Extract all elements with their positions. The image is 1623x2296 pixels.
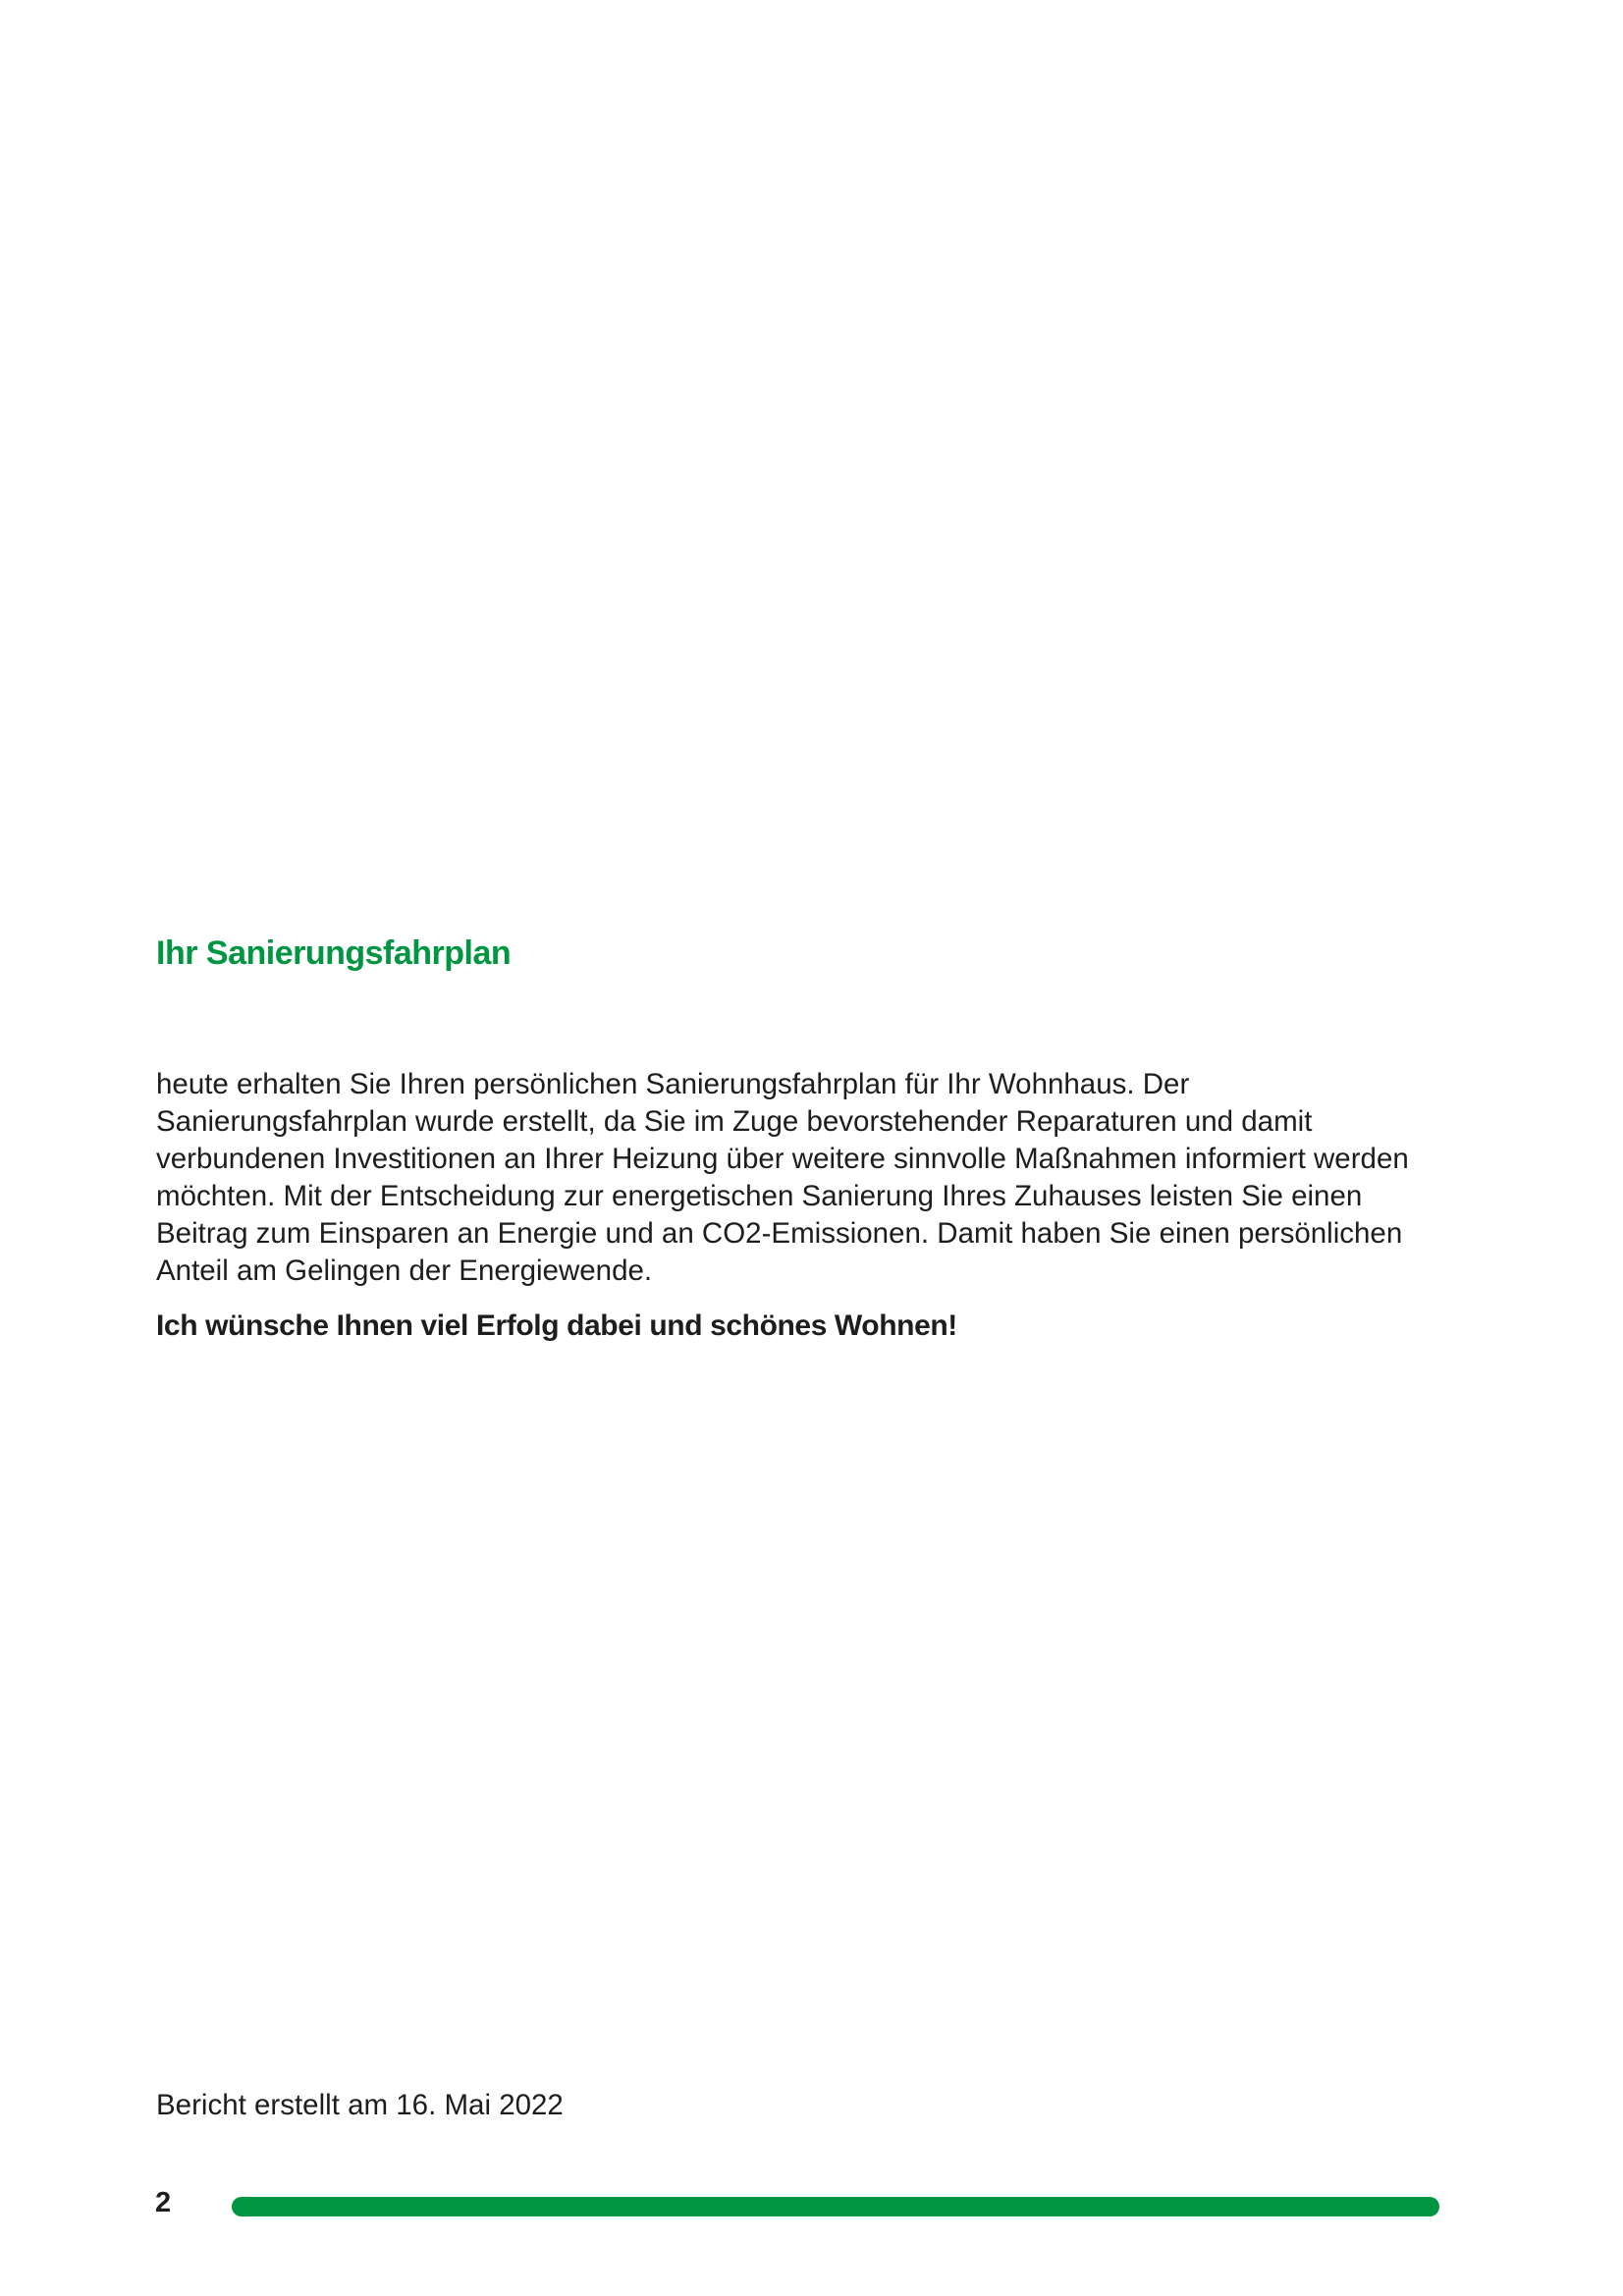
closing-line: Ich wünsche Ihnen viel Erfolg dabei und schönes Wohnen! — [156, 1309, 957, 1342]
report-date: Bericht erstellt am 16. Mai 2022 — [156, 2089, 564, 2121]
page-heading: Ihr Sanierungsfahrplan — [156, 934, 512, 972]
page-number: 2 — [155, 2187, 172, 2218]
footer-bar — [232, 2197, 1439, 2216]
intro-paragraph: heute erhalten Sie Ihren persönlichen Sanierungsfahrplan für Ihr Wohnhaus. Der Sanierungsfahrplan wurde erstellt, da Sie im Zuge bevorstehender Reparaturen und damit verbundenen Investitionen an Ihrer Heizung über weitere sinnvolle Maßnahmen informiert werden möchten. Mit der Entscheidung zur energetischen Sanierung Ihres Zuhauses leisten Sie einen Beitrag zum Einsparen an Energie und an CO2-Emissionen. Damit haben Sie einen persönlichen Anteil am Gelingen der Energiewende. — [156, 1068, 1409, 1287]
